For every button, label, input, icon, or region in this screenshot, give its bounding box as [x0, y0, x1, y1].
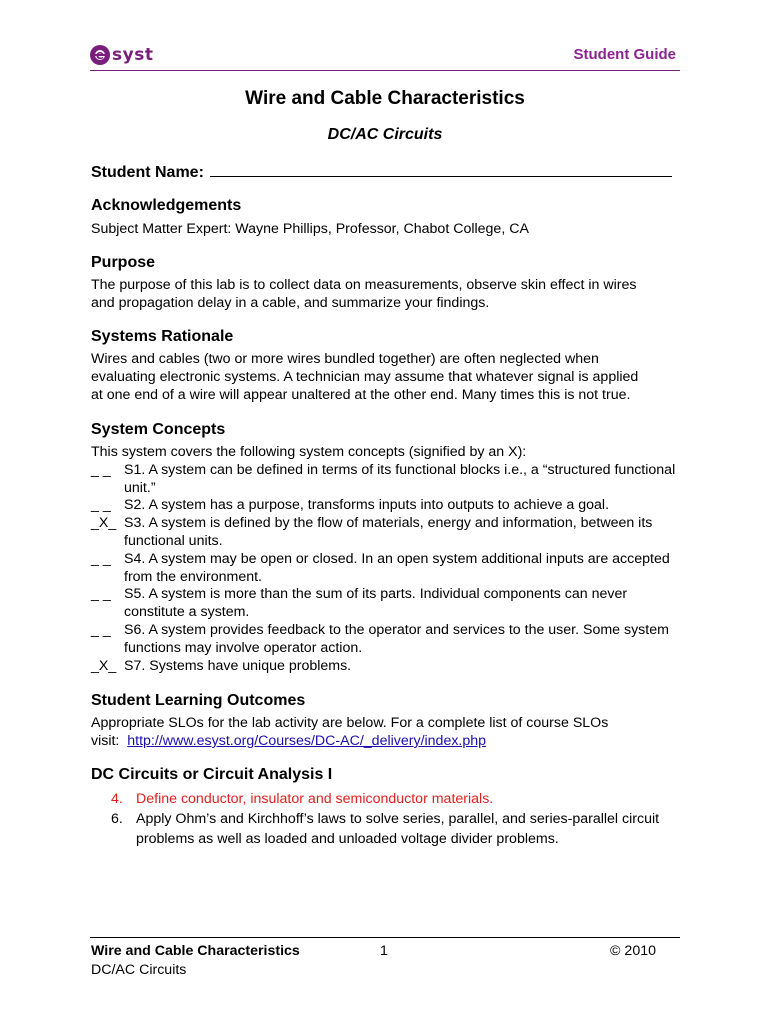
logo-letter: e: [95, 48, 105, 62]
concept-mark: _ _: [91, 586, 115, 603]
concept-item: [91, 462, 681, 498]
concept-item: [91, 622, 681, 658]
slo-item: [111, 809, 671, 849]
concepts-list: [91, 444, 681, 675]
concept-mark: _X_: [91, 515, 121, 532]
page-title: Wire and Cable Characteristics: [245, 88, 525, 109]
slo-list: [111, 789, 671, 849]
concept-text: S3. A system is defined by the flow of materials, energy and information, between its functional units.: [124, 515, 653, 549]
visit-label: visit:: [91, 733, 120, 749]
outcomes-line-1: Appropriate SLOs for the lab activity are below. For a complete list of course SLOs: [91, 715, 609, 731]
concept-item: [91, 551, 681, 587]
purpose-line-2: and propagation delay in a cable, and summarize your findings.: [91, 295, 490, 311]
slo-text: Define conductor, insulator and semiconductor materials.: [136, 791, 494, 807]
rationale-line-3: at one end of a wire will appear unaltered at the other end. Many times this is not true.: [91, 387, 631, 403]
footer-copyright: © 2010: [610, 943, 656, 959]
concept-text: S5. A system is more than the sum of its parts. Individual components can never constitute a system.: [124, 586, 628, 621]
concept-mark: _ _: [91, 461, 115, 478]
concept-text: S2. A system has a purpose, transforms inputs into outputs to achieve a goal.: [124, 497, 610, 514]
logo-text: syst: [112, 45, 154, 65]
dc-circuits-heading: DC Circuits or Circuit Analysis I: [91, 766, 333, 783]
concepts-heading: System Concepts: [91, 421, 226, 438]
outcomes-line-2: [91, 732, 681, 750]
acknowledgements-heading: Acknowledgements: [91, 197, 242, 214]
concept-text: S7. Systems have unique problems.: [124, 657, 352, 674]
concept-text: S4. A system may be open or closed. In an open system additional inputs are accepted from the environment.: [124, 550, 670, 585]
student-name-blank: [210, 162, 672, 177]
page-subtitle: DC/AC Circuits: [327, 126, 443, 143]
concept-mark: _ _: [91, 621, 115, 638]
outcomes-heading: Student Learning Outcomes: [91, 692, 306, 709]
slo-text: Apply Ohm’s and Kirchhoff’s laws to solve series, parallel, and series-parallel circuit problems as well as loaded and unloaded voltage divider problems.: [136, 811, 660, 847]
slo-number: 4.: [111, 791, 123, 807]
concept-item: [91, 515, 681, 551]
student-guide-label: Student Guide: [573, 46, 676, 63]
acknowledgements-text: Subject Matter Expert: Wayne Phillips, Professor, Chabot College, CA: [91, 221, 529, 237]
concepts-intro: This system covers the following system concepts (signified by an X):: [91, 444, 527, 460]
concept-item: [91, 497, 681, 515]
student-name-field: [91, 162, 672, 182]
purpose-line-1: The purpose of this lab is to collect data on measurements, observe skin effect in wires: [91, 277, 637, 293]
rationale-line-1: Wires and cables (two or more wires bundled together) are often neglected when: [91, 351, 599, 367]
concept-mark: _ _: [91, 550, 115, 567]
esyst-logo: [89, 44, 153, 66]
footer-title: Wire and Cable Characteristics: [91, 943, 300, 959]
student-name-label: Student Name:: [91, 164, 204, 181]
esyst-logo-icon: [89, 44, 111, 66]
footer-divider: [90, 937, 680, 938]
concept-mark: _ _: [91, 497, 115, 514]
footer-page-number: 1: [380, 943, 388, 959]
slo-number: 6.: [111, 811, 123, 827]
concept-item: [91, 586, 681, 622]
concept-text: S1. A system can be defined in terms of its functional blocks i.e., a “structured functional unit.”: [124, 461, 676, 496]
purpose-heading: Purpose: [91, 254, 156, 271]
concept-mark: _X_: [91, 657, 121, 674]
rationale-line-2: evaluating electronic systems. A technician may assume that whatever signal is applied: [91, 369, 639, 385]
footer-subtitle: DC/AC Circuits: [91, 962, 187, 978]
course-slo-link[interactable]: http://www.esyst.org/Courses/DC-AC/_delivery/index.php: [127, 733, 487, 749]
header-divider: [90, 70, 680, 71]
concept-text: S6. A system provides feedback to the operator and services to the user. Some system functions may involve operator action.: [124, 621, 669, 656]
rationale-heading: Systems Rationale: [91, 328, 234, 345]
concept-item: [91, 658, 681, 676]
slo-item: [111, 789, 671, 809]
